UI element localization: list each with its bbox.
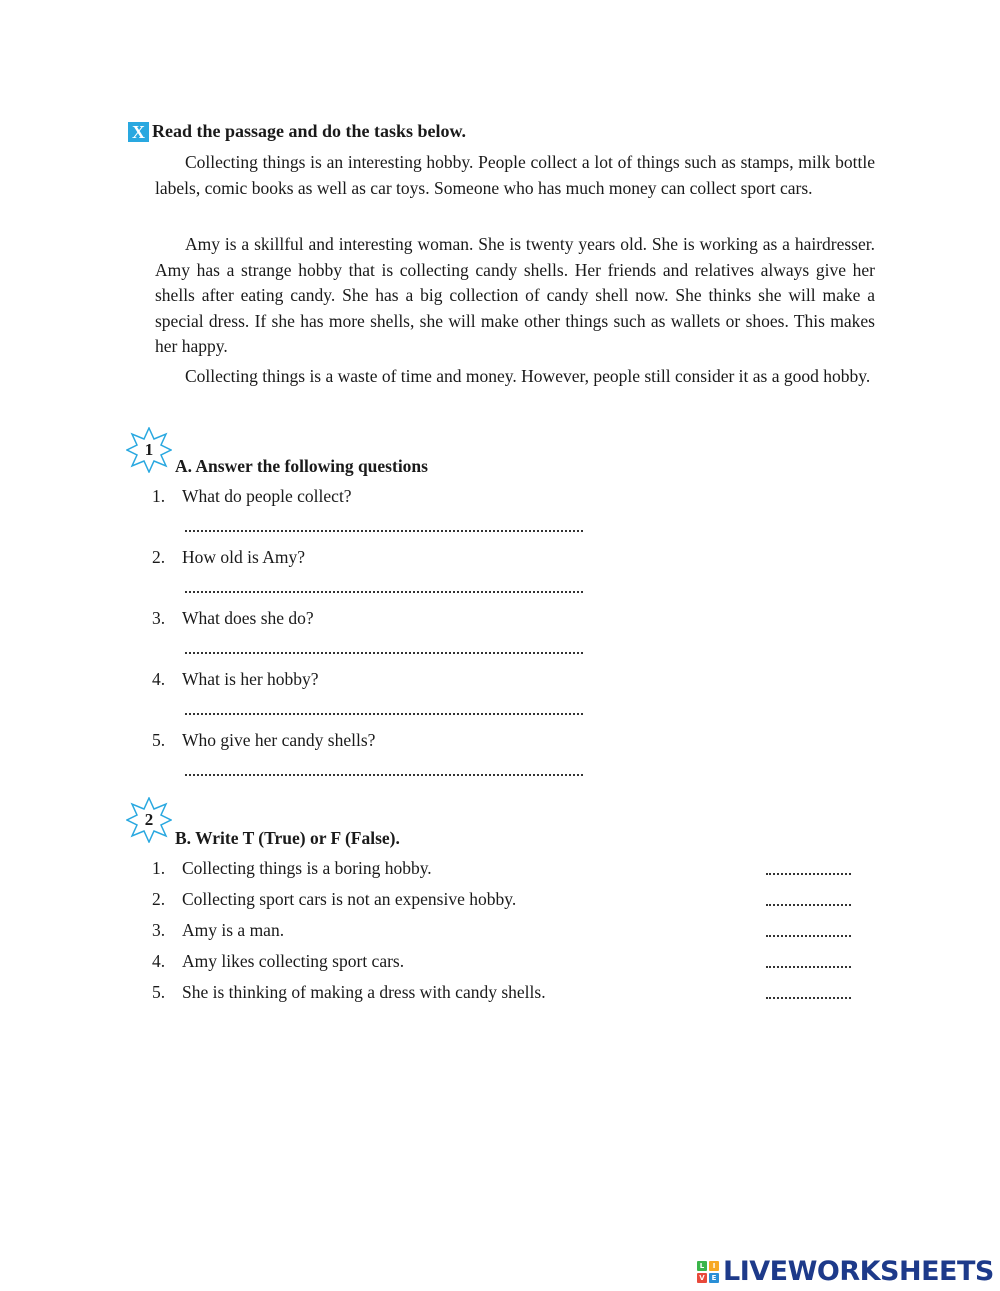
tf-answer-blank[interactable] [766, 935, 851, 937]
question-item: 4. What is her hobby? [152, 669, 319, 689]
section-title: Read the passage and do the tasks below. [152, 121, 467, 141]
statement-item: 5. She is thinking of making a dress with candy shells. [152, 982, 546, 1002]
task-number: 1 [144, 440, 154, 459]
question-item: 3. What does she do? [152, 608, 314, 628]
task-number-star-icon [126, 797, 172, 843]
statement-item: 2. Collecting sport cars is not an expensive hobby. [152, 889, 517, 909]
logo-text: LIVEWORKSHEETS [723, 1256, 994, 1287]
statement-item: 1. Collecting things is a boring hobby. [152, 858, 432, 878]
task-number-star-icon [126, 427, 172, 473]
passage-paragraph: Collecting things is a waste of time and money. However, people still consider it as a good hobby. [185, 366, 871, 386]
answer-line[interactable] [185, 530, 583, 532]
tf-answer-blank[interactable] [766, 997, 851, 999]
passage-paragraph: Amy is a skillful and interesting woman. She is twenty years old. She is working as a hairdresser. Amy has a strange hobby that is collecting candy shells. Her friends and relatives always give her shells after eating candy. She has a big collection of candy shell now. She thinks she will make a special dress. If she has more shells, she will make other things such as wallets or shoes. This makes her happy. [155, 234, 875, 356]
statement-item: 4. Amy likes collecting sport cars. [152, 951, 405, 971]
task-b-title: B. Write T (True) or F (False). [175, 828, 400, 848]
passage-paragraph: Collecting things is an interesting hobby. People collect a lot of things such as stamps, milk bottle labels, comic books as well as car toys. Someone who has much money can collect sport cars. [155, 152, 875, 198]
tf-answer-blank[interactable] [766, 904, 851, 906]
task-a-title: A. Answer the following questions [175, 456, 428, 476]
question-item: 2. How old is Amy? [152, 547, 305, 567]
statement-item: 3. Amy is a man. [152, 920, 285, 940]
answer-line[interactable] [185, 774, 583, 776]
liveworksheets-logo [697, 1256, 994, 1287]
section-header [128, 121, 466, 142]
question-item: 1. What do people collect? [152, 486, 352, 506]
tf-answer-blank[interactable] [766, 873, 851, 875]
question-item: 5. Who give her candy shells? [152, 730, 376, 750]
tf-answer-blank[interactable] [766, 966, 851, 968]
section-badge: X [128, 122, 149, 142]
task-number: 2 [144, 810, 154, 829]
answer-line[interactable] [185, 652, 583, 654]
answer-line[interactable] [185, 591, 583, 593]
answer-line[interactable] [185, 713, 583, 715]
logo-blocks-icon: L I V E [697, 1261, 719, 1283]
